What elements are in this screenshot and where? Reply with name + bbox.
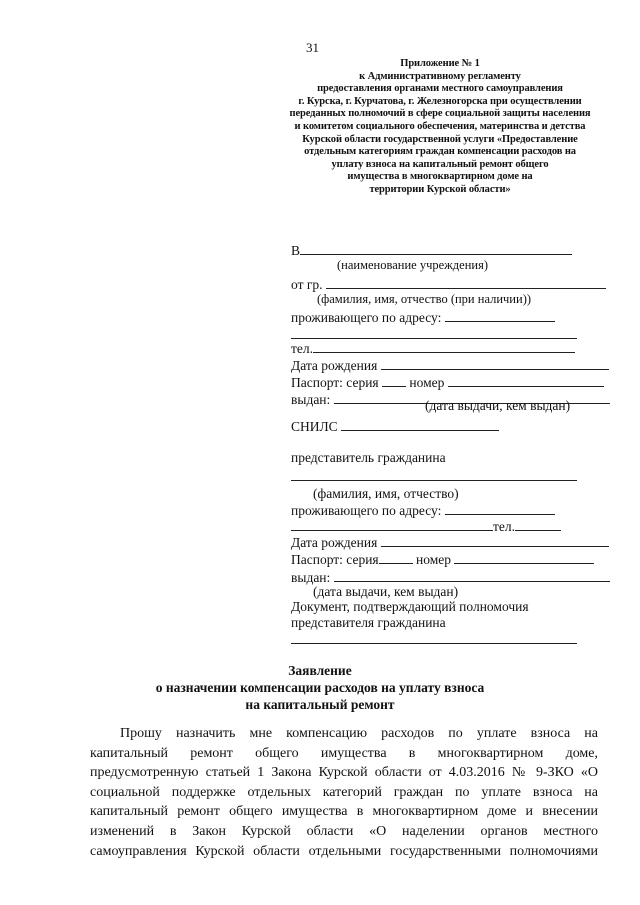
representative-name-row <box>291 468 577 485</box>
address-field-1b[interactable] <box>291 326 577 339</box>
title-line-2: о назначении компенсации расходов на уплату взноса <box>155 680 485 695</box>
address-label-2: проживающего по адресу: <box>291 503 442 518</box>
issued-label-2: выдан: <box>291 570 331 585</box>
fio-hint-2: (фамилия, имя, отчество) <box>313 486 459 501</box>
snils-field[interactable] <box>341 418 499 431</box>
application-body <box>90 724 598 861</box>
birth-row-2 <box>291 534 609 551</box>
appendix-line: предоставления органами местного самоуправления <box>317 83 563 95</box>
from-row <box>291 276 606 293</box>
passport-series-label-2: Паспорт: серия <box>291 552 379 567</box>
phone-row-1 <box>291 340 575 357</box>
passport-series-label-1: Паспорт: серия <box>291 375 379 390</box>
appendix-line: отдельным категориям граждан компенсации расходов на <box>304 146 576 158</box>
body-line: социальной поддержке отдельных категорий граждан по уплате взноса на <box>90 784 598 800</box>
issued-hint-2: (дата выдачи, кем выдан) <box>313 584 459 599</box>
representative-label: представитель гражданина <box>291 450 446 465</box>
body-line: капитальный ремонт общего имущества в многоквартирном доме и внесении <box>90 804 598 820</box>
address-row-2 <box>291 502 555 519</box>
to-prefix: В <box>291 243 301 258</box>
doc-field-row <box>291 631 577 648</box>
doc-label-row-1 <box>291 599 529 615</box>
page-number: 31 <box>306 40 319 55</box>
document-title <box>110 662 530 713</box>
passport-row-2 <box>291 551 594 568</box>
body-line: изменений в Закон Курской области «О наделении органов местного <box>90 823 598 839</box>
address-field-2b[interactable] <box>291 518 493 531</box>
appendix-line: Курской области государственной услуги «Предоставление <box>302 133 578 145</box>
address-label-1: проживающего по адресу: <box>291 310 442 325</box>
phone-field-1[interactable] <box>313 340 575 353</box>
phone-label-1: тел. <box>291 341 314 356</box>
address-field-2[interactable] <box>445 502 555 515</box>
doc-field[interactable] <box>291 631 577 644</box>
body-line: самоуправления Курской области отдельными государственными полномочиями <box>90 843 598 859</box>
passport-series-field-1[interactable] <box>382 374 406 387</box>
representative-name-field[interactable] <box>291 468 577 481</box>
institution-field[interactable] <box>300 242 572 255</box>
appendix-line: территории Курской области» <box>369 183 511 195</box>
appendix-line: к Административному регламенту <box>359 70 521 82</box>
applicant-name-field[interactable] <box>326 276 606 289</box>
issued-label-1: выдан: <box>291 392 331 407</box>
birth-field-1[interactable] <box>381 357 609 370</box>
appendix-line: Приложение № 1 <box>400 58 480 69</box>
appendix-line: г. Курска, г. Курчатова, г. Железногорска при осуществлении <box>298 95 582 107</box>
title-line-3: на капитальный ремонт <box>245 697 395 712</box>
address-field-1[interactable] <box>445 309 555 322</box>
birth-row-1 <box>291 357 609 374</box>
passport-number-label-1: номер <box>409 375 445 390</box>
issued-field-2[interactable] <box>334 569 610 582</box>
body-line: предусмотренную статьей 1 Закона Курской области от 4.03.2016 № 9-ЗКО «О <box>90 765 598 781</box>
fio-hint-1: (фамилия, имя, отчество (при наличии)) <box>317 292 532 306</box>
passport-number-field-1[interactable] <box>448 374 604 387</box>
appendix-line: имущества в многоквартирном доме на <box>347 171 533 183</box>
birth-field-2[interactable] <box>381 534 609 547</box>
address-row-1 <box>291 309 555 326</box>
doc-label-2: представителя гражданина <box>291 615 446 630</box>
snils-label: СНИЛС <box>291 419 338 434</box>
body-line: капитальный ремонт общего имущества в многоквартирном доме, <box>90 745 598 761</box>
appendix-line: уплату взноса на капитальный ремонт общего <box>331 158 549 170</box>
doc-label-1: Документ, подтверждающий полномочия <box>291 599 529 614</box>
representative-row <box>291 450 446 466</box>
appendix-header <box>270 58 610 197</box>
appendix-line: и комитетом социального обеспечения, материнства и детства <box>294 120 586 132</box>
passport-number-label-2: номер <box>416 552 452 567</box>
issued-hint-1: (дата выдачи, кем выдан) <box>425 398 571 413</box>
institution-hint: (наименование учреждения) <box>337 258 488 272</box>
body-line: Прошу назначить мне компенсацию расходов по уплате взноса на <box>120 726 598 741</box>
passport-row-1 <box>291 374 604 391</box>
snils-row <box>291 418 499 435</box>
from-prefix: от гр. <box>291 277 323 292</box>
birth-label-1: Дата рождения <box>291 358 378 373</box>
appendix-line: переданных полномочий в сфере социальной защиты населения <box>289 108 591 120</box>
phone-label-2: тел. <box>493 519 516 534</box>
address-phone-row-2 <box>291 518 561 535</box>
passport-series-field-2[interactable] <box>379 551 413 564</box>
title-line-1: Заявление <box>288 663 352 678</box>
doc-label-row-2 <box>291 615 446 631</box>
phone-field-2[interactable] <box>515 518 561 531</box>
birth-label-2: Дата рождения <box>291 535 378 550</box>
passport-number-field-2[interactable] <box>454 551 594 564</box>
institution-row <box>291 242 572 259</box>
